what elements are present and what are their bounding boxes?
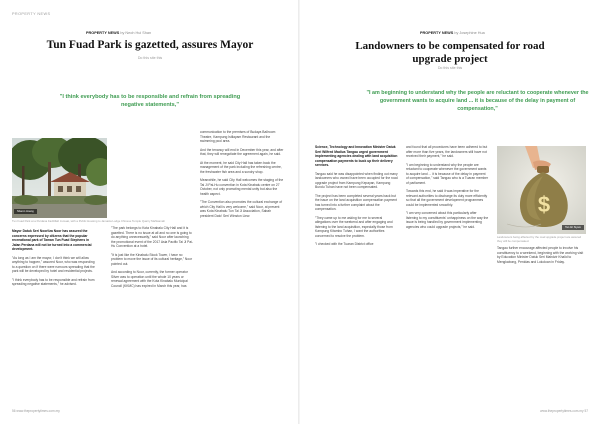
photo-caption: Landowners being affected by the road upgrade project are assured they will be compensated.	[497, 235, 582, 243]
park-photo-image	[12, 138, 107, 218]
left-pull-quote: "I think everybody has to be responsible and refrain from spreading negative statements,"	[59, 94, 241, 108]
paragraph: "The Convention also promotes the cultural exchange of which City Hall is very welcome," said Noor, at present was Kota Kinabalu Tun Tai Ji Association, Sabah president Dato' Seri Winston Liew.	[200, 200, 282, 218]
running-head: PROPERTY NEWS	[12, 12, 51, 16]
kicker-byline: by Josephine Hua	[454, 31, 485, 35]
paragraph: "As long as I am the mayor, I don't think we will allow anything to happen," assured Noor, who was responding to a question on if there were rumours spreading that the park will be developed by hotel and residential projects.	[12, 255, 95, 273]
park-photo	[12, 138, 107, 218]
right-column-1	[315, 145, 398, 251]
paragraph: "I think everybody has to be responsible and refrain from spreading negative statements," he advised.	[12, 277, 95, 286]
paragraph: "I checked with the Tuaran District office	[315, 242, 374, 246]
paragraph: Tangau said he was disappointed when finding out many landowners who owned have been occupied for the road upgrade project from Kampung Kepayan, Kampung Bundu Tuhan have not been compensated.	[315, 171, 398, 189]
photo-caption: Tun Fuad Park at a Perdana Fadzillah Jumaat, with a Public Housing to Jamaica Lodge Chinese Temple Quarry Mahkamah	[12, 219, 165, 223]
right-column-3	[497, 246, 586, 268]
paragraph: And the tenancy will end in December this year, and after that, they will renegotiate the agreement again, he said.	[200, 147, 284, 156]
lead-paragraph: Mayor Datuk Seri Noorliza Noor has assured the concerns expressed by citizens that the popular recreational park of Taman Tun Fuad Stephens in Jalan Perdana will not be turned into a commercial development.	[12, 229, 92, 251]
paragraph: Meanwhile, he said City Hall welcomes the staging of the Tai Ji Pai-Hu convention in Kota Kinabalu centre on 27 October, not only promoting mental unity but also the health aspect.	[200, 178, 284, 196]
left-kicker	[86, 31, 151, 35]
paragraph: "They came up to me asking for me to several allegations over the weekend and after engaging and listening to the land acquisition, especially those from Kampung Kitambo Tuhan, I want the authorities concerned to resolve the problem.	[315, 215, 393, 238]
paragraph: At the moment, he said City Hall has taken back the management of the park including the refreshing centre, the freshwater fish area and a sundry shop.	[200, 160, 282, 174]
left-headline: Tun Fuad Park is gazetted, assures Mayor	[46, 39, 254, 51]
paragraph: And according to Noor, currently, the former operator Silver was to operation until the whole 10 years or renewal agreement with the Kota Kinabalu Municipal Council (KKMC) has expired in March this year, has	[111, 270, 188, 288]
paragraph: Tangau further encourage affected people to involve his constituency to a weekend, beginning with the working visit by Education Minister Datuk Seri Mahdzir Khalid to Mengkabong, Penidas and Lokoloan in Friday.	[497, 246, 584, 264]
paragraph: Towards this end, he said it was imperative for the relevant authorities to discharge its duty more efficiently so that all the government development programmes could be implemented smoothly.	[406, 189, 488, 207]
left-dateline: Do this site this	[137, 56, 163, 60]
left-folio: 56 www.thepropertytimes.com.my	[12, 409, 60, 413]
paragraph: and found that all procedures have been adhered to but after more than five years, the landowners still have not received their payment," he said.	[406, 145, 488, 158]
right-dateline: Do this site this	[437, 66, 463, 70]
paragraph: communication to the premises of Budaya Ballroom Theatre, Kampung Istilayam Restaurant and the swimming pool area.	[200, 130, 276, 143]
right-kicker	[420, 31, 485, 35]
kicker-byline: by Neoh Hui Shan	[120, 31, 152, 35]
left-column-3	[111, 226, 194, 292]
right-headline: Landowners to be compensated for road upgrade project	[355, 40, 545, 65]
right-column-2	[406, 145, 489, 233]
right-pull-quote: "I am beginning to understand why the people are reluctant to cooperate whenever the government wants to acquire land ... it is because of the delay in payment of compensation,"	[366, 90, 589, 112]
paragraph: "I am very concerned about this particularly after listening to my constituents' unhappiness on the way the issue is being handled by government implementing agencies who could upgrade projects," he said.	[406, 211, 489, 229]
left-column-2	[200, 130, 284, 222]
photo-credit: Sharon Hoang	[14, 209, 37, 214]
left-column-1	[12, 229, 95, 291]
paragraph: "The park belongs to Kota Kinabalu City Hall and it is gazetted. There is no issue at all and no one is going to do anything unnecessarily," said Noor after launching the promotional event of the 2017 Asia Pacific Tai Ji Pai-Hu Convention at a hotel.	[111, 226, 194, 248]
money-bag-image	[497, 146, 586, 234]
paragraph: The project has been completed several years back but the issue on the land acquisition compensation payment has turned into a further complaint about the compensation.	[315, 193, 397, 211]
lead-paragraph: Science, Technology and Innovation Minister Datuk Seri Wilfred Madius Tangau urged government implementing agencies dealing with land acquisition compensation payments to buck up their delivery services.	[315, 145, 398, 167]
paragraph: "I am beginning to understand why the people are reluctant to cooperate whenever the government wants to acquire land ... it is because of the delay in payment of compensation," said Tangau who is a Tuaran member of parliament.	[406, 162, 489, 185]
photo-credit: Tan Ah Siyam	[562, 225, 584, 230]
right-page	[300, 0, 600, 424]
money-bag-photo	[497, 146, 586, 234]
paragraph: "It is just like the Kinabalu Stock Tower, I have no problem to move the issue of its cultural heritage," Noor pointed out.	[111, 252, 193, 266]
right-folio: www.thepropertytimes.com.my 57	[540, 409, 588, 413]
svg-text:$: $	[537, 192, 551, 217]
kicker-tag: PROPERTY NEWS	[420, 31, 454, 35]
kicker-tag: PROPERTY NEWS	[86, 31, 120, 35]
